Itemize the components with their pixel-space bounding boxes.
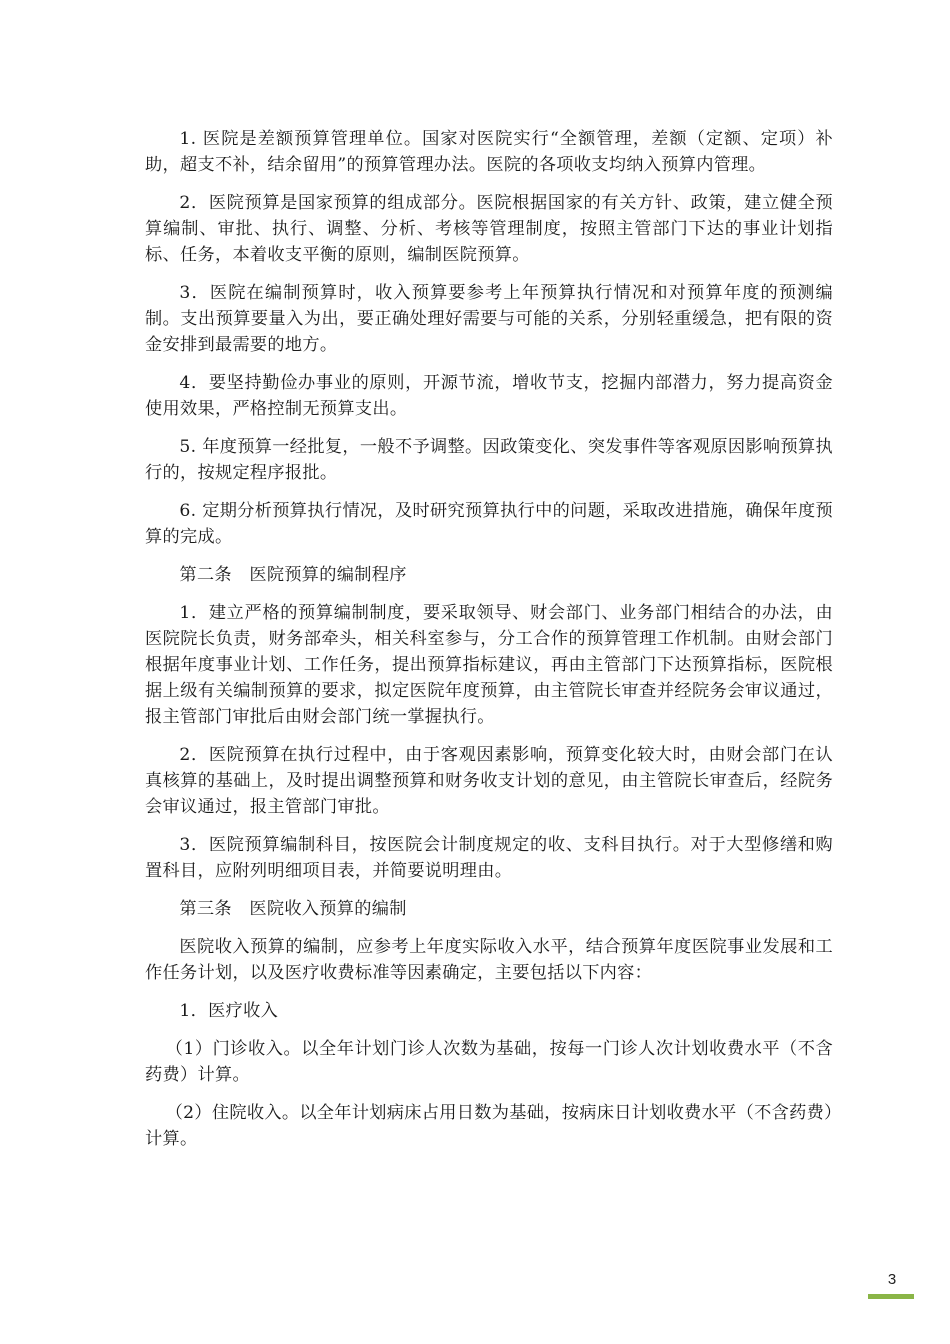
paragraph-12: （2）住院收入。以全年计划病床占用日数为基础，按病床日计划收费水平（不含药费）计算。 <box>145 1103 833 1149</box>
paragraph-10: 医院收入预算的编制，应参考上年度实际收入水平，结合预算年度医院事业发展和工作任务计划，以及医疗收费标准等因素确定，主要包括以下内容： <box>145 937 833 983</box>
section-heading-article-3: 第三条 医院收入预算的编制 <box>179 899 407 919</box>
subheading-medical-income: 1．医疗收入 <box>179 1001 279 1021</box>
paragraph-1: 1. 医院是差额预算管理单位。国家对医院实行“全额管理，差额（定额、定项）补助，超支不补，结余留用”的预算管理办法。医院的各项收支均纳入预算内管理。 <box>145 129 833 175</box>
paragraph-5: 5. 年度预算一经批复，一般不予调整。因政策变化、突发事件等客观原因影响预算执行的，按规定程序报批。 <box>145 437 833 483</box>
paragraph-2: 2．医院预算是国家预算的组成部分。医院根据国家的有关方针、政策，建立健全预算编制、审批、执行、调整、分析、考核等管理制度，按照主管部门下达的事业计划指标、任务，本着收支平衡的原则，编制医院预算。 <box>145 193 833 265</box>
paragraph-4: 4．要坚持勤俭办事业的原则，开源节流，增收节支，挖掘内部潜力，努力提高资金使用效果，严格控制无预算支出。 <box>145 373 833 419</box>
page-number: 3 <box>887 1271 897 1288</box>
paragraph-7: 1．建立严格的预算编制制度，要采取领导、财会部门、业务部门相结合的办法，由医院院长负责，财务部牵头，相关科室参与，分工合作的预算管理工作机制。由财会部门根据年度事业计划、工作任务，提出预算指标建议，再由主管部门下达预算指标，医院根据上级有关编制预算的要求，拟定医院年度预算，由主管院长审查并经院务会审议通过，报主管部门审批后由财会部门统一掌握执行。 <box>145 603 833 727</box>
paragraph-6: 6. 定期分析预算执行情况，及时研究预算执行中的问题，采取改进措施，确保年度预算的完成。 <box>145 501 833 547</box>
paragraph-11: （1）门诊收入。以全年计划门诊人次数为基础，按每一门诊人次计划收费水平（不含药费）计算。 <box>145 1039 833 1085</box>
section-heading-article-2: 第二条 医院预算的编制程序 <box>179 565 407 585</box>
paragraph-3: 3．医院在编制预算时，收入预算要参考上年预算执行情况和对预算年度的预测编制。支出预算要量入为出，要正确处理好需要与可能的关系，分别轻重缓急，把有限的资金安排到最需要的地方。 <box>145 283 833 355</box>
page-accent-bar <box>868 1294 914 1299</box>
document-body <box>145 126 833 1164</box>
paragraph-9: 3．医院预算编制科目，按医院会计制度规定的收、支科目执行。对于大型修缮和购置科目，应附列明细项目表，并简要说明理由。 <box>145 835 833 881</box>
paragraph-8: 2．医院预算在执行过程中，由于客观因素影响，预算变化较大时，由财会部门在认真核算的基础上，及时提出调整预算和财务收支计划的意见，由主管院长审查后，经院务会审议通过，报主管部门审批。 <box>145 745 833 817</box>
